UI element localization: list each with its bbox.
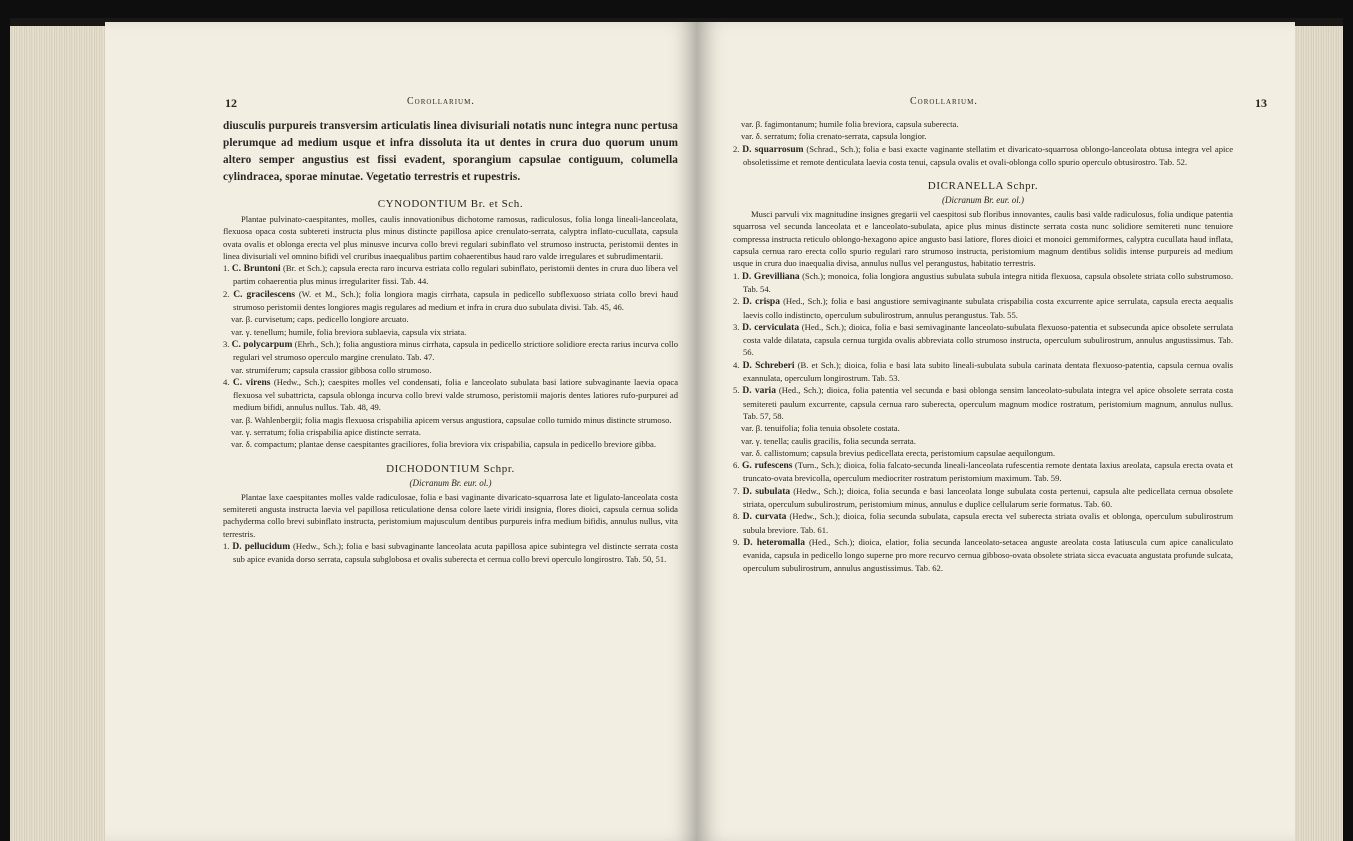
species-entry <box>733 143 1233 169</box>
entry-number: 1. <box>223 540 233 551</box>
species-entry <box>733 270 1233 296</box>
entry-number: 5. <box>733 385 743 396</box>
species-name: D. varia <box>742 386 776 397</box>
species-entry <box>733 510 1233 536</box>
variety-entry: var. δ. compactum; plantae dense caespitantes graciliores, folia breviora vix crispabilia, capsula in pedicello breviore gibba. <box>231 439 656 450</box>
species-name: C. Bruntoni <box>231 264 281 275</box>
species-list <box>223 262 678 450</box>
species-description: (Schrad., Sch.); folia e basi exacte vaginante stellatim et divaricato-squarrosa oblongo-lanceolata obtusa integra vel apice obsoletissime et remote denticulata laevia costa tenui, capsula ovalis et ovali-oblonga collo spurio operculo obtusirostro. Tab. 52. <box>743 143 1234 167</box>
book-spread <box>10 18 1343 841</box>
species-name: D. cerviculata <box>742 322 800 333</box>
species-entry <box>733 536 1233 574</box>
right-text-column <box>733 118 1233 574</box>
entry-number: 4. <box>733 359 743 370</box>
species-entry <box>733 359 1233 385</box>
species-entry <box>733 485 1233 511</box>
entry-number: 7. <box>733 485 743 496</box>
genus-description: Plantae pulvinato-caespitantes, molles, caulis innovationibus dichotome ramosus, radiculosus, folia longa lineali-lanceolata, flexuosa opaca costa subtereti instructa plus minus distincte papillosa apice crenulato-serrata, calyptra inflato-cucullata, capsula ovata ovalis et oblonga erecta vel plus minusve incurva collo brevi regulari subinflato vel strumoso instructa, peristomii dentes in linea divisuriali vel omnino bifidi vel cruribus inaequalibus partim cohaerentibus haud raro valde irregulares et subrudimentarii. <box>223 214 678 261</box>
variety-entry: var. β. fagimontanum; humile folia breviora, capsula suberecta. <box>741 119 959 129</box>
species-description: (Hed., Sch.); dioica, folia e basi semivaginante lanceolato-subulata flexuoso-patentia et subsecunda apice obsolete serrulata costa valde dilatata, capsula cernua turgida ovalis abbreviata collo strumoso instructa, operculum subulirostrum, annulus angustissimus. Tab. 56. <box>743 321 1234 358</box>
running-head: Corollarium. <box>407 96 475 107</box>
left-text-column <box>223 118 678 565</box>
entry-number: 4. <box>223 376 233 387</box>
species-entry <box>223 540 678 566</box>
species-entry <box>733 321 1233 359</box>
entry-number: 2. <box>733 143 743 154</box>
species-entry <box>733 459 1233 485</box>
species-entry <box>223 338 678 364</box>
genus-synonym: (Dicranum Br. eur. ol.) <box>942 195 1024 206</box>
species-description: (Hedw., Sch.); folia e basi subvaginante lanceolata acuta papillosa apice subintegra vel distincte serrata costa sub apice evanida dorso serrata, capsula subglobosa et ovalis suberecta et cernua collo brevi operculo longirostro. Tab. 50, 51. <box>233 540 679 565</box>
variety-entry: var. δ. callistomum; capsula brevius pedicellata erecta, peristomium capsulae aequilongum. <box>741 447 1056 458</box>
species-description: (B. et Sch.); dioica, folia e basi lata subito lineali-subulata subula carinata dentata flexuoso-patentia, capsula cernua ovalis exannulata, operculum longirostrum. Tab. 53. <box>743 359 1234 384</box>
page-edges-right <box>1293 26 1343 841</box>
entry-number: 1. <box>733 270 742 281</box>
species-description: (Hedw., Sch.); dioica, folia secunda e basi lanceolata longe subulata costa pertenui, capsula alte pedicellata cernua obsolete striata, operculum subulirostrum, peristomium minus, annulus e duplice cellularum serie formatus. Tab. 60. <box>743 485 1234 510</box>
intro-paragraph: diusculis purpureis transversim articulatis linea divisuriali notatis nunc integra nunc pertusa plerumque ad medium usque et infra dissoluta ita ut dentes in crura duo quorum unum altero semper angustius est fissi evadent, sporangium capsulae contiguum, columella cylindracea, sporae minutae. Vegetatio terrestris et rupestris. <box>223 120 678 183</box>
species-description: (Sch.); monoica, folia longiora angustius subulata subula integra nitida flexuosa, capsula obsolete striata collo substrumoso. Tab. 54. <box>743 270 1233 294</box>
entry-number: 1. <box>223 263 232 274</box>
variety-entry: var. γ. tenellum; humile, folia breviora sublaevia, capsula vix striata. <box>231 326 467 337</box>
variety-entry: var. β. curvisetum; caps. pedicello longiore arcuato. <box>231 314 409 325</box>
entry-number: 2. <box>223 288 234 299</box>
genus-description: Plantae laxe caespitantes molles valde radiculosae, folia e basi vaginante divaricato-squarrosa late et ligulato-lanceolata costa semitereti angusta instructa laevia vel papillosa reticulatione densa colore laete viridi insignia, flores dioici, capsula cernua solida pachyderma collo brevi subinflato instructa, peristomium majusculum dentibus purpureis infra medium bifidis, annulus nullus, vita terrestris. <box>223 491 678 539</box>
species-description: (Hed., Sch.); dioica, folia patentia vel secunda e basi oblonga sensim lanceolato-subulata integra vel apice obsolete serrata costa semitereti paulum excurrente, capsula cernua raro suberecta, operculum magnum modice rostratum, peristomium magnum, annulus nullus. Tab. 57, 58. <box>743 385 1234 421</box>
species-name: D. Schreberi <box>742 360 795 371</box>
species-description: (Br. et Sch.); capsula erecta raro incurva estriata collo regulari subinflato, peristomii dentes in crura duo libera vel partim cohaerentia plus minus irregulariter fissi. Tab. 44. <box>233 263 678 287</box>
right-page <box>697 22 1295 841</box>
species-description: (Hedw., Sch.); caespites molles vel condensati, folia e lanceolato subulata basi latiore subvaginante laevia opaca flexuosa vel subattricta, capsula oblonga incurva collo brevi valde strumoso, peristomii majoris dentes latiores rufo-purpurei ad medium bifidi, annulus nullus. Tab. 48, 49. <box>233 376 679 413</box>
genus-heading: DICHODONTIUM Schpr. <box>386 462 515 475</box>
variety-entry: var. strumiferum; capsula crassior gibbosa collo strumoso. <box>231 364 432 375</box>
species-name: C. virens <box>232 377 271 388</box>
species-description: (Turn., Sch.); dioica, folia falcato-secunda lineali-lanceolata rufescentia remote dentata laxius areolata, capsula erecta ovata et truncato-ovata brevicolla, operculum mediocriter rostratum peristomium maximum. Tab. 59. <box>743 460 1234 484</box>
species-description: (W. et M., Sch.); folia longiora magis cirrhata, capsula in pedicello subflexuoso striata collo brevi haud strumoso peristomii dentes longiores magis regulares ad medium et infra in crura duo subulata divisi. Tab. 45, 46. <box>233 288 678 313</box>
running-head: Corollarium. <box>910 96 978 107</box>
variety-entry: var. γ. tenella; caulis gracilis, folia secunda serrata. <box>741 435 916 446</box>
page-number: 12 <box>225 96 237 110</box>
entry-number: 8. <box>733 511 743 522</box>
species-description: (Hed., Sch.); folia e basi angustiore semivaginante subulata crispabilia costa excurrente apice serrulata, capsula erecta aequalis laevis collo indistincto, operculum subulirostrum, annulus perangustus. Tab. 55. <box>743 296 1234 320</box>
page-number: 13 <box>1255 96 1267 110</box>
genus-heading: DICRANELLA Schpr. <box>927 180 1039 193</box>
species-name: D. squarrosum <box>742 144 804 155</box>
species-name: D. Grevilliana <box>741 271 800 282</box>
species-name: D. heteromalla <box>743 537 806 548</box>
species-entry <box>733 384 1233 422</box>
species-list <box>733 270 1233 574</box>
genus-synonym: (Dicranum Br. eur. ol.) <box>409 477 492 488</box>
variety-entry: var. β. tenuifolia; folia tenuia obsolete costata. <box>741 423 900 434</box>
species-name: D. pellucidum <box>232 541 291 552</box>
entry-number: 3. <box>733 321 743 332</box>
variety-entry: var. β. Wahlenbergii; folia magis flexuosa crispabilia apicem versus angustiora, capsulae collo tumido minus distincte strumoso. <box>231 414 672 425</box>
entry-number: 6. <box>733 460 742 471</box>
page-edges-left <box>10 26 115 841</box>
left-page <box>105 22 697 841</box>
species-name: D. subulata <box>742 486 791 497</box>
species-entry <box>733 295 1233 321</box>
species-name: C. polycarpum <box>231 339 293 350</box>
species-entry <box>223 376 678 414</box>
variety-entry: var. δ. serratum; folia crenato-serrata, capsula longior. <box>741 131 927 142</box>
species-name: D. curvata <box>742 512 787 523</box>
species-name: G. rufescens <box>741 461 793 472</box>
variety-entry: var. γ. serratum; folia crispabilia apice distincte serrata. <box>231 427 421 438</box>
species-list <box>223 540 678 566</box>
entry-number: 9. <box>733 536 744 547</box>
genus-description: Musci parvuli vix magnitudine insignes gregarii vel caespitosi sub floribus innovantes, caulis basi valde radiculosus, folia undique patentia squarrosa vel secunda lanceolata et e lanceolato-subulata, apice plus minus distincte serrata costa nunc solidiore semitereti nunc tenuiore compressa instructa reticulo oblongo-hexagono apice angusto basi latiore, flores dioici et monoici gemmiformes, calyptra cucullata haud inflata, capsula cernua raro erecta collo spurio regulari raro strumoso instructa, peristomium magnum dentibus solidis intense purpureis ad medium usque in crura duo inaequalia divisa, annulus nullus vel perangustus, habitatio terrestris. <box>733 209 1233 269</box>
species-entry <box>223 288 678 314</box>
species-description: (Ehrh., Sch.); folia angustiora minus cirrhata, capsula in pedicello strictiore solidiore erecta rarius incurva collo regulari vel strumoso operculo margine crenulato. Tab. 47. <box>233 338 678 363</box>
genus-heading: CYNODONTIUM Br. et Sch. <box>377 198 524 210</box>
entry-number: 3. <box>223 338 232 349</box>
species-list <box>733 118 1233 168</box>
species-description: (Hed., Sch.); dioica, elatior, folia secunda lanceolato-setacea anguste areolata costa latiuscula cum apice canaliculato evanida, capsula in pedicello longo superne pro more recurvo cernua gibboso-ovata obsolete striata sicca evacuata angustata profunde sulcata, operculum subulirostrum, annulus angustissimus. Tab. 62. <box>743 536 1233 573</box>
species-entry <box>223 262 678 288</box>
species-description: (Hedw., Sch.); dioica, folia secunda subulata, capsula erecta vel suberecta striata ovalis et oblonga, operculum subulirostrum subula breviore. Tab. 61. <box>743 511 1234 535</box>
species-name: C. gracilescens <box>233 289 296 300</box>
species-name: D. crispa <box>742 297 780 308</box>
entry-number: 2. <box>733 296 743 307</box>
